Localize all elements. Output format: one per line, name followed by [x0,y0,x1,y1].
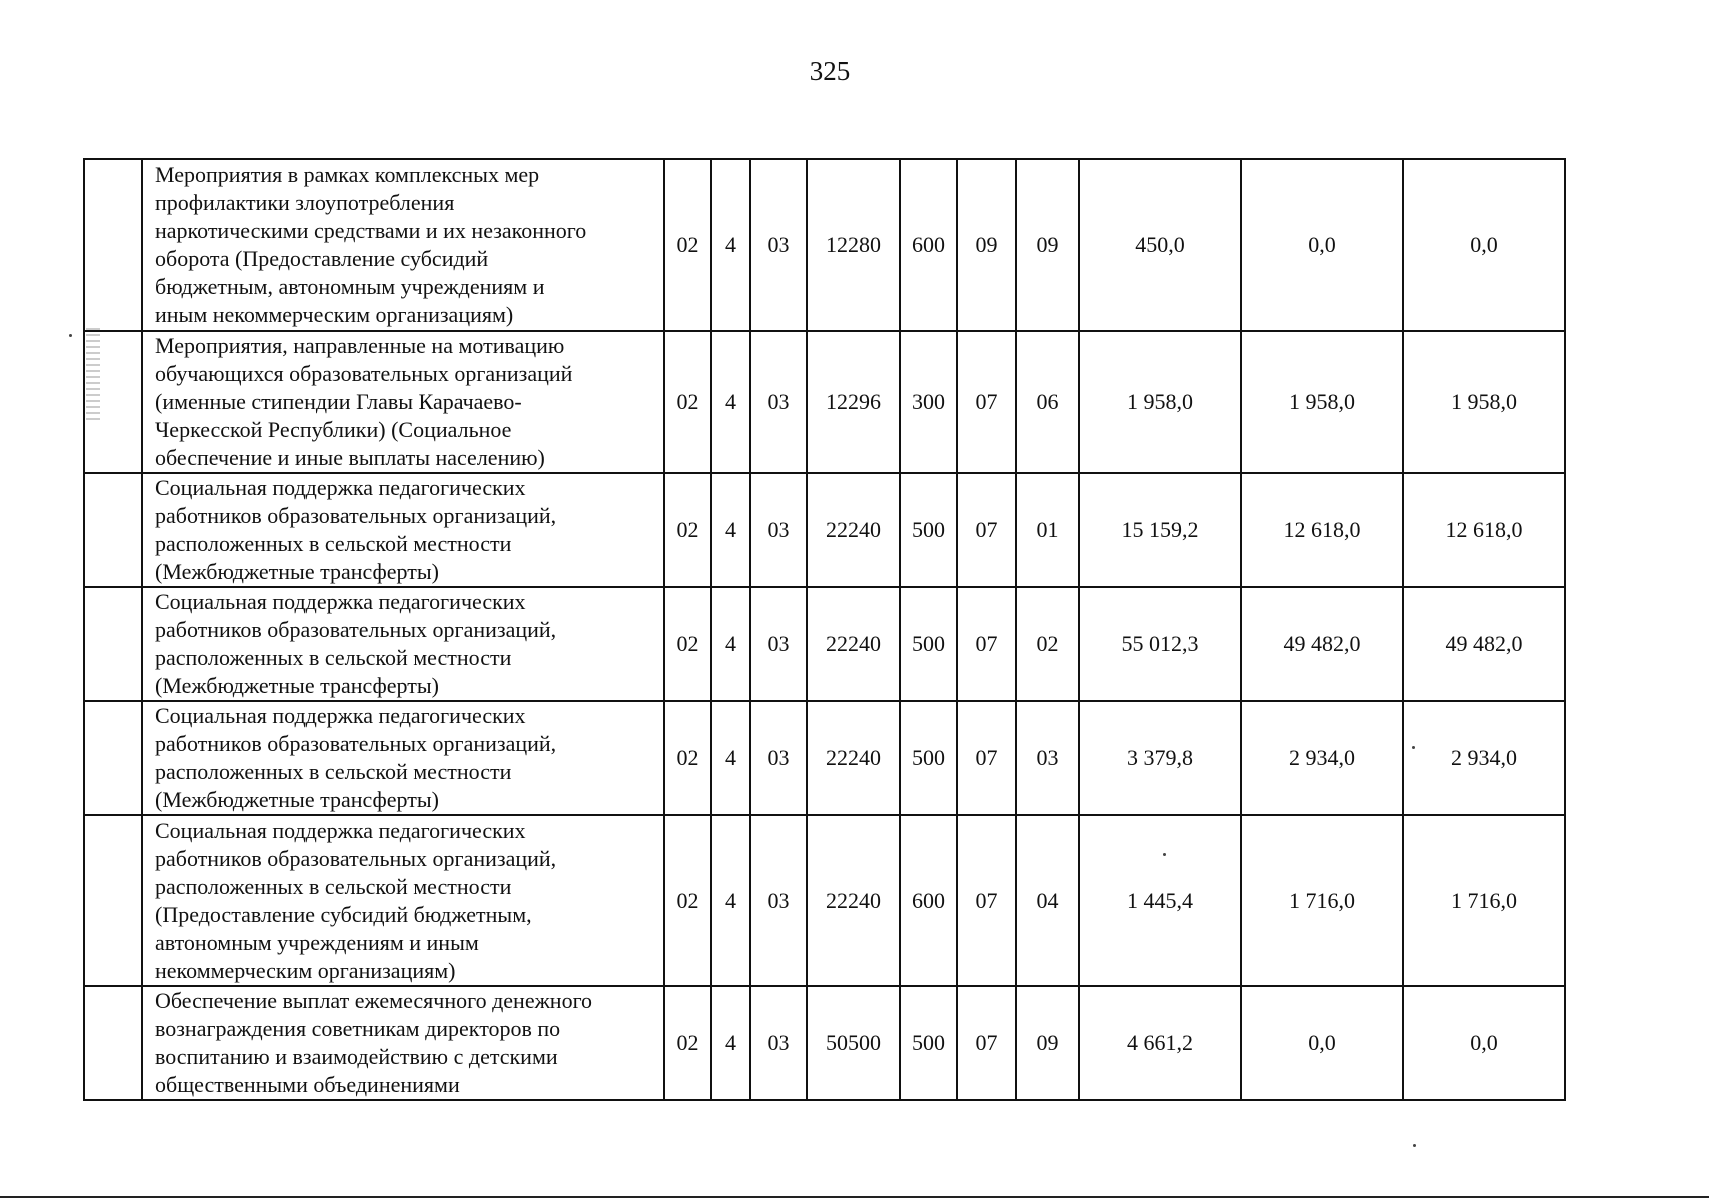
row-marker-cell [84,815,142,986]
code-type: 4 [711,701,750,815]
code-gp: 02 [664,701,711,815]
row-description: Мероприятия, направленные на мотивацию обучающихся образовательных организаций (именные стипендии Главы Карачаево- Черкесской Республики) (Социальное обеспечение и иные выплаты населению) [142,331,664,473]
amount-year-2: 0,0 [1241,159,1403,331]
code-expense-type: 500 [900,986,957,1100]
code-section: 07 [957,587,1016,701]
code-subsection: 06 [1016,331,1079,473]
code-gp: 02 [664,473,711,587]
amount-year-2: 1 958,0 [1241,331,1403,473]
table-row [84,815,1565,986]
row-description: Обеспечение выплат ежемесячного денежного вознаграждения советникам директоров по воспитанию и взаимодействию с детскими общественными объединениями [142,986,664,1100]
code-direction: 22240 [807,701,900,815]
code-direction: 50500 [807,986,900,1100]
code-section: 09 [957,159,1016,331]
code-subsection: 01 [1016,473,1079,587]
row-description: Социальная поддержка педагогических работников образовательных организаций, расположенных в сельской местности (Предоставление субсидий бюджетным, автономным учреждениям и иным некоммерческим организациям) [142,815,664,986]
code-type: 4 [711,986,750,1100]
code-section: 07 [957,701,1016,815]
bottom-scan-edge [0,1196,1709,1198]
table-row [84,701,1565,815]
row-description: Социальная поддержка педагогических работников образовательных организаций, расположенных в сельской местности (Межбюджетные трансферты) [142,701,664,815]
code-sub: 03 [750,986,807,1100]
code-subsection: 09 [1016,159,1079,331]
code-type: 4 [711,587,750,701]
scan-speck [1163,853,1166,856]
table-row [84,587,1565,701]
code-sub: 03 [750,701,807,815]
amount-year-3: 49 482,0 [1403,587,1565,701]
amount-year-2: 1 716,0 [1241,815,1403,986]
code-section: 07 [957,986,1016,1100]
amount-year-1: 3 379,8 [1079,701,1241,815]
amount-year-2: 2 934,0 [1241,701,1403,815]
row-marker-cell [84,159,142,331]
scan-speck [1413,1144,1416,1147]
amount-year-3: 2 934,0 [1403,701,1565,815]
table-row [84,473,1565,587]
amount-year-1: 15 159,2 [1079,473,1241,587]
amount-year-1: 1 958,0 [1079,331,1241,473]
table-row [84,159,1565,331]
code-subsection: 02 [1016,587,1079,701]
code-expense-type: 500 [900,701,957,815]
amount-year-3: 1 716,0 [1403,815,1565,986]
page-number: 325 [809,56,851,86]
code-subsection: 09 [1016,986,1079,1100]
row-marker-cell [84,701,142,815]
code-type: 4 [711,159,750,331]
budget-table [83,158,1566,1101]
amount-year-2: 0,0 [1241,986,1403,1100]
scan-speck [1412,746,1415,749]
code-gp: 02 [664,986,711,1100]
row-marker-cell [84,986,142,1100]
amount-year-1: 55 012,3 [1079,587,1241,701]
code-type: 4 [711,473,750,587]
code-type: 4 [711,331,750,473]
amount-year-2: 12 618,0 [1241,473,1403,587]
code-subsection: 04 [1016,815,1079,986]
code-gp: 02 [664,331,711,473]
code-expense-type: 500 [900,587,957,701]
amount-year-3: 0,0 [1403,159,1565,331]
amount-year-1: 450,0 [1079,159,1241,331]
code-sub: 03 [750,159,807,331]
amount-year-1: 4 661,2 [1079,986,1241,1100]
code-direction: 22240 [807,587,900,701]
code-section: 07 [957,473,1016,587]
code-expense-type: 500 [900,473,957,587]
amount-year-2: 49 482,0 [1241,587,1403,701]
amount-year-3: 1 958,0 [1403,331,1565,473]
code-expense-type: 300 [900,331,957,473]
table-row [84,331,1565,473]
row-description: Социальная поддержка педагогических работников образовательных организаций, расположенных в сельской местности (Межбюджетные трансферты) [142,587,664,701]
amount-year-3: 12 618,0 [1403,473,1565,587]
code-section: 07 [957,815,1016,986]
code-gp: 02 [664,587,711,701]
amount-year-1: 1 445,4 [1079,815,1241,986]
code-subsection: 03 [1016,701,1079,815]
code-expense-type: 600 [900,159,957,331]
row-description: Социальная поддержка педагогических работников образовательных организаций, расположенных в сельской местности (Межбюджетные трансферты) [142,473,664,587]
code-direction: 12280 [807,159,900,331]
code-direction: 22240 [807,473,900,587]
code-direction: 22240 [807,815,900,986]
amount-year-3: 0,0 [1403,986,1565,1100]
code-gp: 02 [664,815,711,986]
code-direction: 12296 [807,331,900,473]
code-sub: 03 [750,473,807,587]
code-type: 4 [711,815,750,986]
code-sub: 03 [750,815,807,986]
row-marker-cell [84,331,142,473]
code-sub: 03 [750,331,807,473]
code-sub: 03 [750,587,807,701]
scan-speck [69,334,72,337]
row-marker-cell [84,473,142,587]
row-description: Мероприятия в рамках комплексных мер профилактики злоупотребления наркотическими средствами и их незаконного оборота (Предоставление субсидий бюджетным, автономным учреждениям и иным некоммерческим организациям) [142,159,664,331]
code-gp: 02 [664,159,711,331]
table-row [84,986,1565,1100]
code-section: 07 [957,331,1016,473]
code-expense-type: 600 [900,815,957,986]
row-marker-cell [84,587,142,701]
